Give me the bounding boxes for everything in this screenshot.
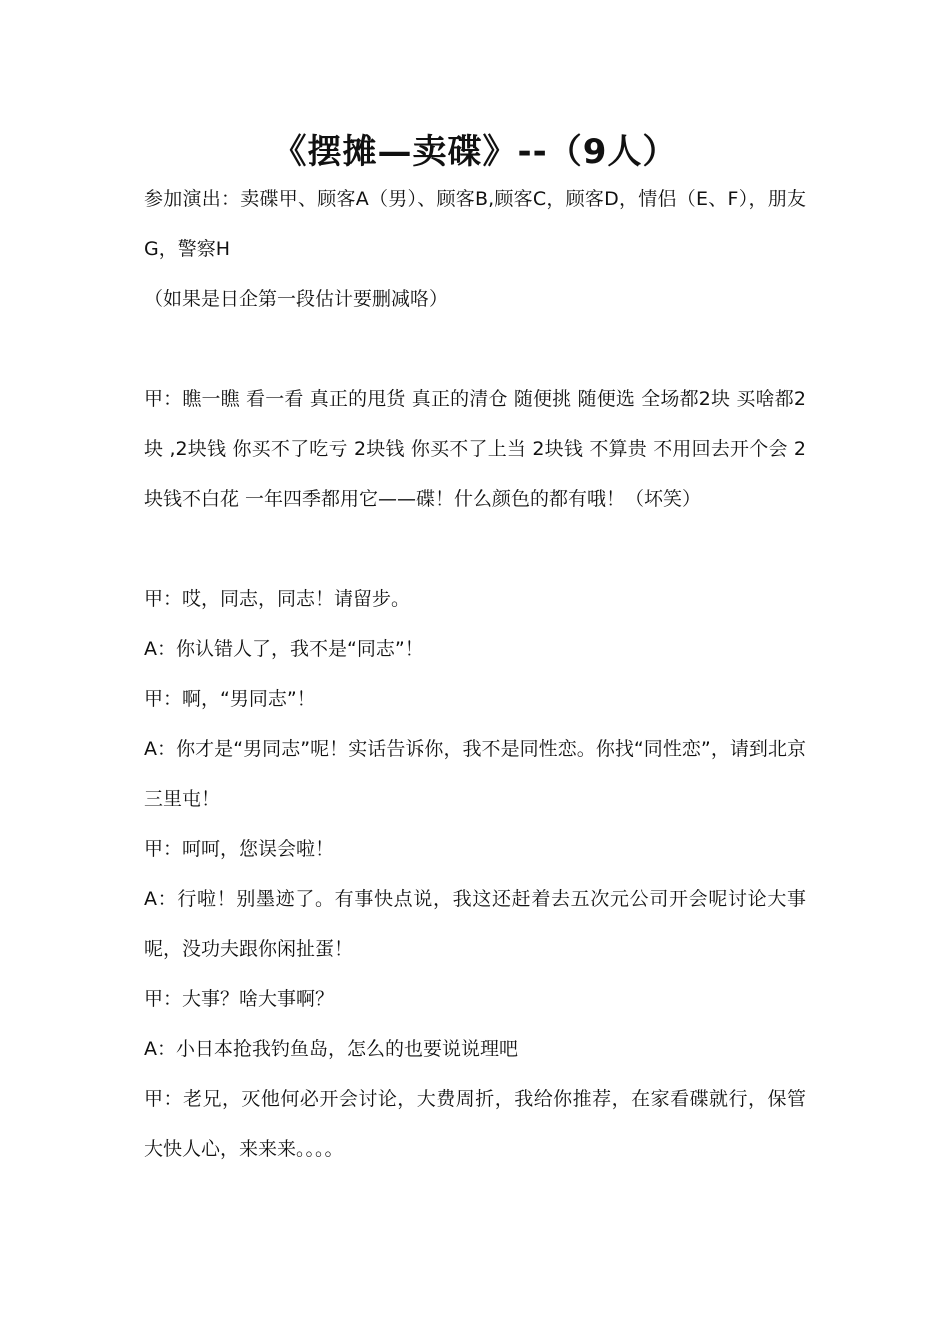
note: （如果是日企第一段估计要删减咯） xyxy=(144,288,449,310)
dialogue-line: 甲：呵呵，您误会啦！ xyxy=(144,838,335,860)
dialogue-line: A：你才是“男同志”呢！实话告诉你，我不是同性恋。你找“同性恋”，请到北京三里屯！ xyxy=(144,738,806,810)
dialogue-line: 甲：大事？啥大事啊？ xyxy=(144,988,335,1010)
dialogue-line: 甲：老兄，灭他何必开会讨论，大费周折，我给你推荐，在家看碟就行，保管大快人心，来来来。。。。 xyxy=(144,1088,806,1160)
dialogue-line: A：行啦！别墨迹了。有事快点说，我这还赶着去五次元公司开会呢讨论大事呢，没功夫跟你闲扯蛋！ xyxy=(144,888,806,960)
document-body xyxy=(144,174,806,1174)
dialogue-line: A：你认错人了，我不是“同志”！ xyxy=(144,638,424,660)
dialogue-line: 甲：啊，“男同志”！ xyxy=(144,688,316,710)
opening-speech: 甲：瞧一瞧 看一看 真正的甩货 真正的清仓 随便挑 随便选 全场都2块 买啥都2块 ,2块钱 你买不了吃亏 2块钱 你买不了上当 2块钱 不算贵 不用回去开个会 2块钱不白花 一年四季都用它——碟！什么颜色的都有哦！（坏笑） xyxy=(144,388,806,510)
dialogue-line: 甲：哎，同志，同志！请留步。 xyxy=(144,588,411,610)
document-title: 《摆摊—卖碟》--（9人） xyxy=(272,132,678,172)
blank-line xyxy=(144,524,806,574)
blank-line xyxy=(144,324,806,374)
cast-list: 参加演出：卖碟甲、顾客A（男）、顾客B,顾客C，顾客D，情侣（E、F），朋友G，警察H xyxy=(144,188,806,260)
dialogue-line: A：小日本抢我钓鱼岛，怎么的也要说说理吧 xyxy=(144,1038,518,1060)
